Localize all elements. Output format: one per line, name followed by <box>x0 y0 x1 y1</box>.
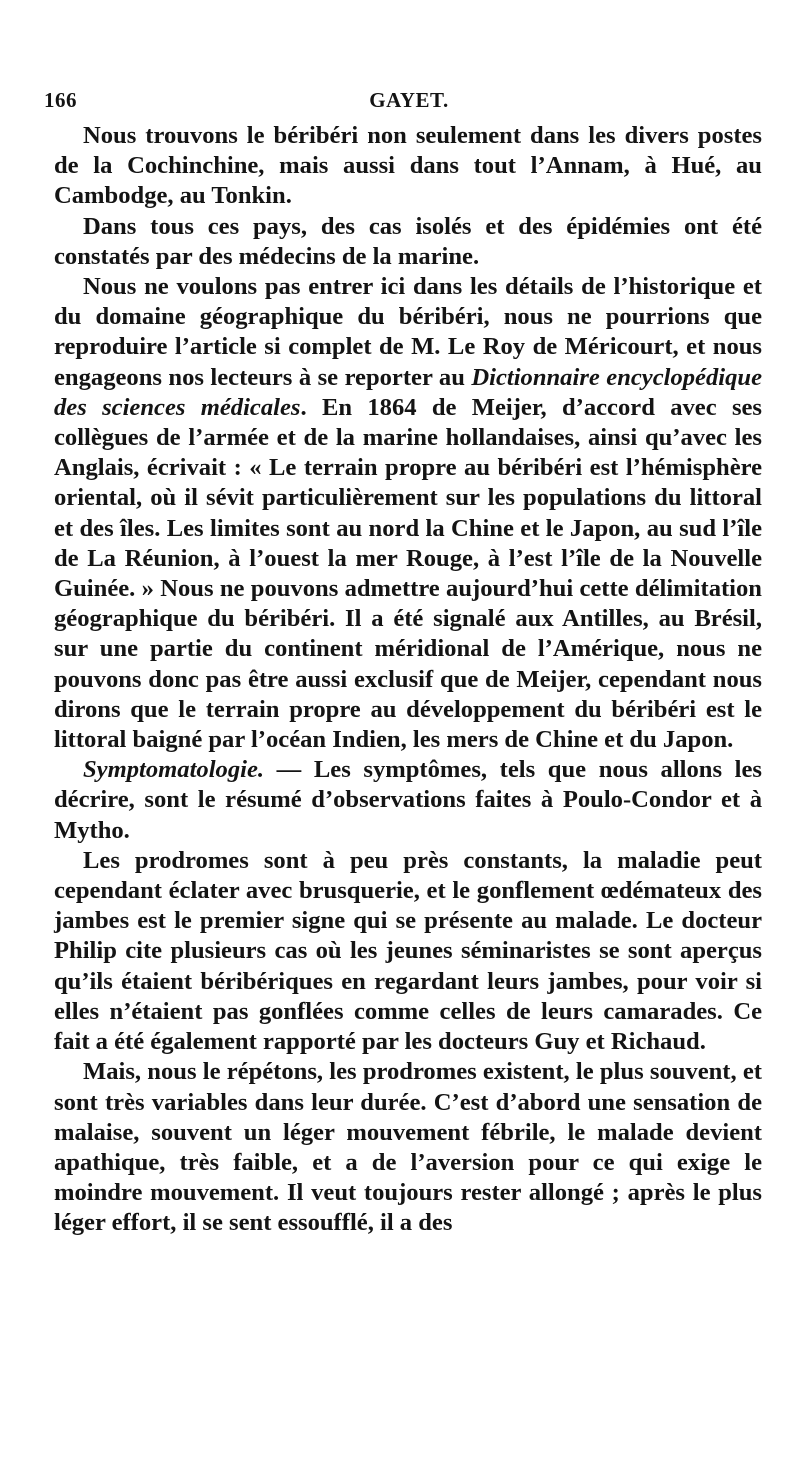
paragraph: Les prodromes sont à peu près constants, la maladie peut cependant éclater avec brusquerie, et le gonflement œdémateux des jambes est le premier signe qui se présente au malade. Le docteur Philip cite plusieurs cas où les jeunes séminaristes se sont aperçus qu’ils étaient béribériques en regardant leurs jambes, pour voir si elles n’étaient pas gonflées comme celles de leurs camarades. Ce fait a été également rapporté par les docteurs Guy et Richaud. <box>54 846 762 1056</box>
cited-work-title: Dictionnaire encyclopédique des sciences médicales <box>54 363 762 421</box>
page-number: 166 <box>44 88 77 112</box>
paragraph: Mais, nous le répétons, les prodromes existent, le plus souvent, et sont très variables dans leur durée. C’est d’abord une sensation de malaise, souvent un léger mouvement fébrile, le malade devient apathique, très faible, et a de l’aversion pour ce qui exige le moindre mouvement. Il veut toujours rester allongé ; après le plus léger effort, il se sent essoufflé, il a des <box>54 1058 762 1237</box>
paragraph-text: — Les symptômes, tels que nous allons les décrire, sont le résumé d’observations faites à Poulo-Condor et à Mytho. <box>54 756 762 844</box>
paragraph <box>54 755 762 846</box>
section-heading: Symptomatologie. <box>83 756 265 784</box>
body-text <box>54 121 762 1239</box>
paragraph-text: Nous ne voulons pas entrer ici dans les détails de l’historique et du domaine géographique du béribéri, nous ne pourrions que reproduire l’article si complet de M. Le Roy de Méricourt, et nous engageons nos lecteurs à se reporter au <box>54 273 762 391</box>
paragraph <box>54 272 762 755</box>
page-header <box>44 88 764 118</box>
paragraph: Dans tous ces pays, des cas isolés et des épidémies ont été constatés par des médecins de la marine. <box>54 212 762 270</box>
running-head: GAYET. <box>369 88 449 112</box>
paragraph-text: . En 1864 de Meijer, d’accord avec ses collègues de l’armée et de la marine hollandaises, ainsi qu’avec les Anglais, écrivait : « Le terrain propre au béribéri est l’hémisphère oriental, où il sévit particulièrement sur les populations du littoral et des îles. Les limites sont au nord la Chine et le Japon, au sud l’île de La Réunion, à l’ouest la mer Rouge, à l’est l’île de la Nouvelle Guinée. » Nous ne pouvons admettre aujourd’hui cette délimitation géographique du béribéri. Il a été signalé aux Antilles, au Brésil, sur une partie du continent méridional de l’Amérique, nous ne pouvons donc pas être aussi exclusif que de Meijer, cependant nous dirons que le terrain propre au développement du béribéri est le littoral baigné par l’océan Indien, les mers de Chine et du Japon. <box>54 393 763 754</box>
paragraph: Nous trouvons le béribéri non seulement dans les divers postes de la Cochinchine, mais aussi dans tout l’Annam, à Hué, au Cambodge, au Tonkin. <box>54 122 762 210</box>
